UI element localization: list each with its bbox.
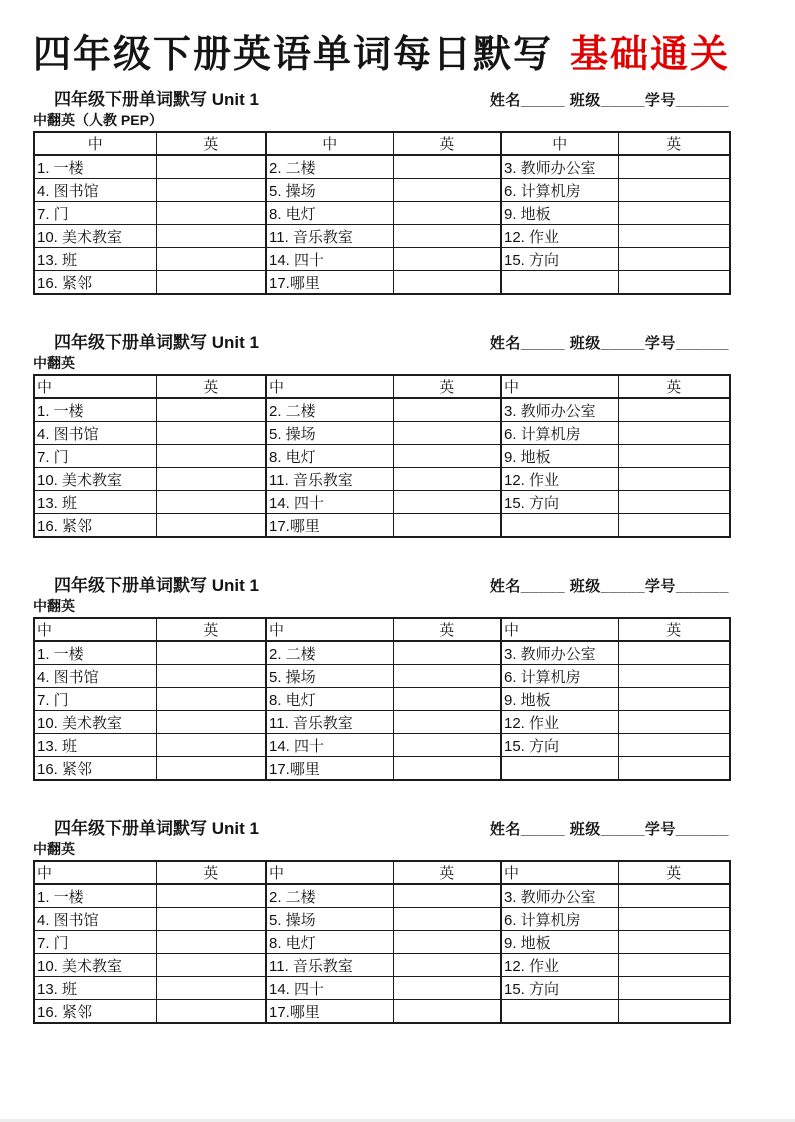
word-cell-chinese: 17.哪里 [266, 1000, 393, 1024]
word-cell-chinese: 14. 四十 [266, 734, 393, 757]
word-cell-chinese: 6. 计算机房 [501, 908, 618, 931]
answer-cell-english [393, 202, 501, 225]
word-cell-chinese [501, 1000, 618, 1024]
dictation-table [33, 131, 731, 295]
answer-cell-english [156, 422, 266, 445]
word-cell-chinese: 15. 方向 [501, 977, 618, 1000]
answer-cell-english [393, 248, 501, 271]
col-header-chinese: 中 [501, 618, 618, 641]
answer-cell-english [156, 248, 266, 271]
answer-cell-english [156, 665, 266, 688]
word-cell-chinese: 7. 门 [34, 931, 156, 954]
answer-cell-english [156, 641, 266, 665]
answer-cell-english [618, 514, 730, 538]
word-cell-chinese: 10. 美术教室 [34, 468, 156, 491]
answer-cell-english [156, 908, 266, 931]
answer-cell-english [156, 202, 266, 225]
col-header-english: 英 [156, 132, 266, 155]
answer-cell-english [156, 398, 266, 422]
answer-cell-english [618, 155, 730, 179]
answer-cell-english [156, 931, 266, 954]
col-header-chinese: 中 [34, 375, 156, 398]
answer-cell-english [618, 734, 730, 757]
word-cell-chinese: 13. 班 [34, 248, 156, 271]
dictation-table [33, 617, 731, 781]
table-row [34, 757, 730, 781]
word-cell-chinese: 4. 图书馆 [34, 665, 156, 688]
word-cell-chinese: 15. 方向 [501, 491, 618, 514]
section-subtitle: 中翻英 [33, 355, 75, 371]
word-cell-chinese: 9. 地板 [501, 445, 618, 468]
word-cell-chinese: 4. 图书馆 [34, 422, 156, 445]
word-cell-chinese: 1. 一楼 [34, 398, 156, 422]
word-cell-chinese: 1. 一楼 [34, 641, 156, 665]
main-title-text: 四年级下册英语单词每日默写 [33, 34, 554, 76]
answer-cell-english [156, 757, 266, 781]
col-header-chinese: 中 [34, 618, 156, 641]
answer-cell-english [156, 977, 266, 1000]
answer-cell-english [393, 908, 501, 931]
col-header-english: 英 [156, 861, 266, 884]
table-header-row [34, 375, 730, 398]
word-cell-chinese: 12. 作业 [501, 954, 618, 977]
word-cell-chinese: 1. 一楼 [34, 155, 156, 179]
table-header-row [34, 132, 730, 155]
answer-cell-english [618, 202, 730, 225]
word-cell-chinese: 13. 班 [34, 734, 156, 757]
table-row [34, 977, 730, 1000]
answer-cell-english [618, 445, 730, 468]
word-cell-chinese: 3. 教师办公室 [501, 641, 618, 665]
answer-cell-english [393, 491, 501, 514]
word-cell-chinese: 6. 计算机房 [501, 422, 618, 445]
section-header-row [33, 818, 729, 839]
word-cell-chinese: 12. 作业 [501, 711, 618, 734]
answer-cell-english [156, 491, 266, 514]
col-header-english: 英 [393, 375, 501, 398]
word-cell-chinese: 8. 电灯 [266, 688, 393, 711]
word-cell-chinese [501, 757, 618, 781]
table-row [34, 641, 730, 665]
word-cell-chinese: 13. 班 [34, 491, 156, 514]
word-cell-chinese: 3. 教师办公室 [501, 155, 618, 179]
table-row [34, 491, 730, 514]
word-cell-chinese: 3. 教师办公室 [501, 884, 618, 908]
answer-cell-english [156, 179, 266, 202]
answer-cell-english [156, 1000, 266, 1024]
word-cell-chinese: 9. 地板 [501, 688, 618, 711]
table-header-row [34, 618, 730, 641]
answer-cell-english [393, 954, 501, 977]
word-cell-chinese: 5. 操场 [266, 908, 393, 931]
table-row [34, 225, 730, 248]
section-subtitle: 中翻英 [33, 598, 75, 614]
table-row [34, 908, 730, 931]
answer-cell-english [393, 155, 501, 179]
answer-cell-english [618, 977, 730, 1000]
table-row [34, 665, 730, 688]
student-info-blanks: 姓名_____ 班级_____学号______ [489, 92, 729, 109]
answer-cell-english [618, 954, 730, 977]
answer-cell-english [393, 688, 501, 711]
word-cell-chinese: 14. 四十 [266, 491, 393, 514]
answer-cell-english [618, 225, 730, 248]
table-row [34, 514, 730, 538]
word-cell-chinese: 14. 四十 [266, 248, 393, 271]
word-cell-chinese: 8. 电灯 [266, 202, 393, 225]
col-header-chinese: 中 [34, 132, 156, 155]
answer-cell-english [156, 688, 266, 711]
word-cell-chinese: 2. 二楼 [266, 641, 393, 665]
col-header-english: 英 [393, 132, 501, 155]
answer-cell-english [393, 711, 501, 734]
word-cell-chinese: 5. 操场 [266, 422, 393, 445]
table-row [34, 271, 730, 295]
section-subtitle: 中翻英（人教 PEP） [33, 112, 163, 128]
answer-cell-english [618, 688, 730, 711]
answer-cell-english [393, 931, 501, 954]
section-header-row [33, 89, 729, 110]
answer-cell-english [618, 908, 730, 931]
table-row [34, 179, 730, 202]
word-cell-chinese: 13. 班 [34, 977, 156, 1000]
section-header-row [33, 332, 729, 353]
col-header-chinese: 中 [501, 375, 618, 398]
col-header-english: 英 [618, 132, 730, 155]
sections-container [33, 89, 729, 1024]
answer-cell-english [393, 641, 501, 665]
answer-cell-english [393, 757, 501, 781]
table-row [34, 734, 730, 757]
word-cell-chinese: 12. 作业 [501, 468, 618, 491]
answer-cell-english [618, 884, 730, 908]
table-header-row [34, 861, 730, 884]
word-cell-chinese: 2. 二楼 [266, 884, 393, 908]
word-cell-chinese: 16. 紧邻 [34, 757, 156, 781]
answer-cell-english [156, 514, 266, 538]
col-header-chinese: 中 [266, 375, 393, 398]
word-cell-chinese: 11. 音乐教室 [266, 711, 393, 734]
word-cell-chinese: 16. 紧邻 [34, 271, 156, 295]
answer-cell-english [393, 665, 501, 688]
answer-cell-english [156, 155, 266, 179]
table-row [34, 445, 730, 468]
dictation-section [33, 89, 729, 295]
dictation-section [33, 575, 729, 781]
col-header-chinese: 中 [34, 861, 156, 884]
word-cell-chinese: 5. 操场 [266, 665, 393, 688]
answer-cell-english [393, 514, 501, 538]
col-header-english: 英 [156, 375, 266, 398]
table-body [34, 641, 730, 780]
word-cell-chinese [501, 514, 618, 538]
answer-cell-english [393, 977, 501, 1000]
section-title: 四年级下册单词默写 Unit 1 [54, 90, 259, 109]
word-cell-chinese: 10. 美术教室 [34, 225, 156, 248]
word-cell-chinese: 3. 教师办公室 [501, 398, 618, 422]
section-title: 四年级下册单词默写 Unit 1 [54, 819, 259, 838]
word-cell-chinese: 8. 电灯 [266, 445, 393, 468]
table-row [34, 954, 730, 977]
dictation-section [33, 818, 729, 1024]
dictation-table [33, 860, 731, 1024]
answer-cell-english [156, 445, 266, 468]
dictation-section [33, 332, 729, 538]
answer-cell-english [156, 711, 266, 734]
answer-cell-english [618, 1000, 730, 1024]
answer-cell-english [618, 757, 730, 781]
answer-cell-english [618, 179, 730, 202]
col-header-english: 英 [618, 618, 730, 641]
word-cell-chinese: 15. 方向 [501, 734, 618, 757]
student-info-blanks: 姓名_____ 班级_____学号______ [489, 821, 729, 838]
main-title-badge: 基础通关 [570, 34, 731, 76]
word-cell-chinese: 17.哪里 [266, 757, 393, 781]
word-cell-chinese: 1. 一楼 [34, 884, 156, 908]
word-cell-chinese: 8. 电灯 [266, 931, 393, 954]
word-cell-chinese: 6. 计算机房 [501, 179, 618, 202]
table-row [34, 398, 730, 422]
word-cell-chinese: 16. 紧邻 [34, 1000, 156, 1024]
word-cell-chinese: 2. 二楼 [266, 155, 393, 179]
word-cell-chinese: 17.哪里 [266, 271, 393, 295]
table-row [34, 688, 730, 711]
col-header-chinese: 中 [266, 861, 393, 884]
col-header-english: 英 [618, 375, 730, 398]
word-cell-chinese: 10. 美术教室 [34, 954, 156, 977]
section-title: 四年级下册单词默写 Unit 1 [54, 333, 259, 352]
table-row [34, 468, 730, 491]
answer-cell-english [393, 225, 501, 248]
answer-cell-english [156, 884, 266, 908]
word-cell-chinese: 11. 音乐教室 [266, 954, 393, 977]
word-cell-chinese: 5. 操场 [266, 179, 393, 202]
table-row [34, 931, 730, 954]
answer-cell-english [156, 271, 266, 295]
table-row [34, 884, 730, 908]
word-cell-chinese: 16. 紧邻 [34, 514, 156, 538]
answer-cell-english [618, 665, 730, 688]
answer-cell-english [618, 398, 730, 422]
answer-cell-english [618, 491, 730, 514]
answer-cell-english [393, 1000, 501, 1024]
answer-cell-english [618, 711, 730, 734]
col-header-english: 英 [393, 861, 501, 884]
answer-cell-english [393, 468, 501, 491]
section-title: 四年级下册单词默写 Unit 1 [54, 576, 259, 595]
col-header-chinese: 中 [501, 861, 618, 884]
word-cell-chinese: 2. 二楼 [266, 398, 393, 422]
table-row [34, 155, 730, 179]
answer-cell-english [156, 734, 266, 757]
word-cell-chinese: 11. 音乐教室 [266, 225, 393, 248]
student-info-blanks: 姓名_____ 班级_____学号______ [489, 335, 729, 352]
col-header-chinese: 中 [501, 132, 618, 155]
word-cell-chinese: 4. 图书馆 [34, 908, 156, 931]
answer-cell-english [393, 422, 501, 445]
dictation-table [33, 374, 731, 538]
word-cell-chinese: 12. 作业 [501, 225, 618, 248]
word-cell-chinese: 7. 门 [34, 445, 156, 468]
answer-cell-english [618, 641, 730, 665]
word-cell-chinese: 9. 地板 [501, 202, 618, 225]
word-cell-chinese: 17.哪里 [266, 514, 393, 538]
table-row [34, 248, 730, 271]
answer-cell-english [618, 248, 730, 271]
col-header-chinese: 中 [266, 132, 393, 155]
table-row [34, 202, 730, 225]
page-title [33, 32, 729, 78]
word-cell-chinese: 10. 美术教室 [34, 711, 156, 734]
word-cell-chinese [501, 271, 618, 295]
answer-cell-english [618, 468, 730, 491]
col-header-chinese: 中 [266, 618, 393, 641]
answer-cell-english [393, 179, 501, 202]
word-cell-chinese: 11. 音乐教室 [266, 468, 393, 491]
answer-cell-english [393, 398, 501, 422]
answer-cell-english [618, 422, 730, 445]
word-cell-chinese: 14. 四十 [266, 977, 393, 1000]
table-row [34, 711, 730, 734]
section-header-row [33, 575, 729, 596]
student-info-blanks: 姓名_____ 班级_____学号______ [489, 578, 729, 595]
word-cell-chinese: 4. 图书馆 [34, 179, 156, 202]
table-body [34, 398, 730, 537]
answer-cell-english [156, 468, 266, 491]
answer-cell-english [393, 271, 501, 295]
word-cell-chinese: 9. 地板 [501, 931, 618, 954]
col-header-english: 英 [393, 618, 501, 641]
answer-cell-english [393, 734, 501, 757]
section-subtitle: 中翻英 [33, 841, 75, 857]
col-header-english: 英 [618, 861, 730, 884]
answer-cell-english [156, 225, 266, 248]
table-row [34, 422, 730, 445]
col-header-english: 英 [156, 618, 266, 641]
word-cell-chinese: 7. 门 [34, 688, 156, 711]
table-row [34, 1000, 730, 1024]
word-cell-chinese: 6. 计算机房 [501, 665, 618, 688]
answer-cell-english [618, 931, 730, 954]
word-cell-chinese: 7. 门 [34, 202, 156, 225]
table-body [34, 155, 730, 294]
word-cell-chinese: 15. 方向 [501, 248, 618, 271]
answer-cell-english [156, 954, 266, 977]
answer-cell-english [618, 271, 730, 295]
answer-cell-english [393, 884, 501, 908]
answer-cell-english [393, 445, 501, 468]
table-body [34, 884, 730, 1023]
